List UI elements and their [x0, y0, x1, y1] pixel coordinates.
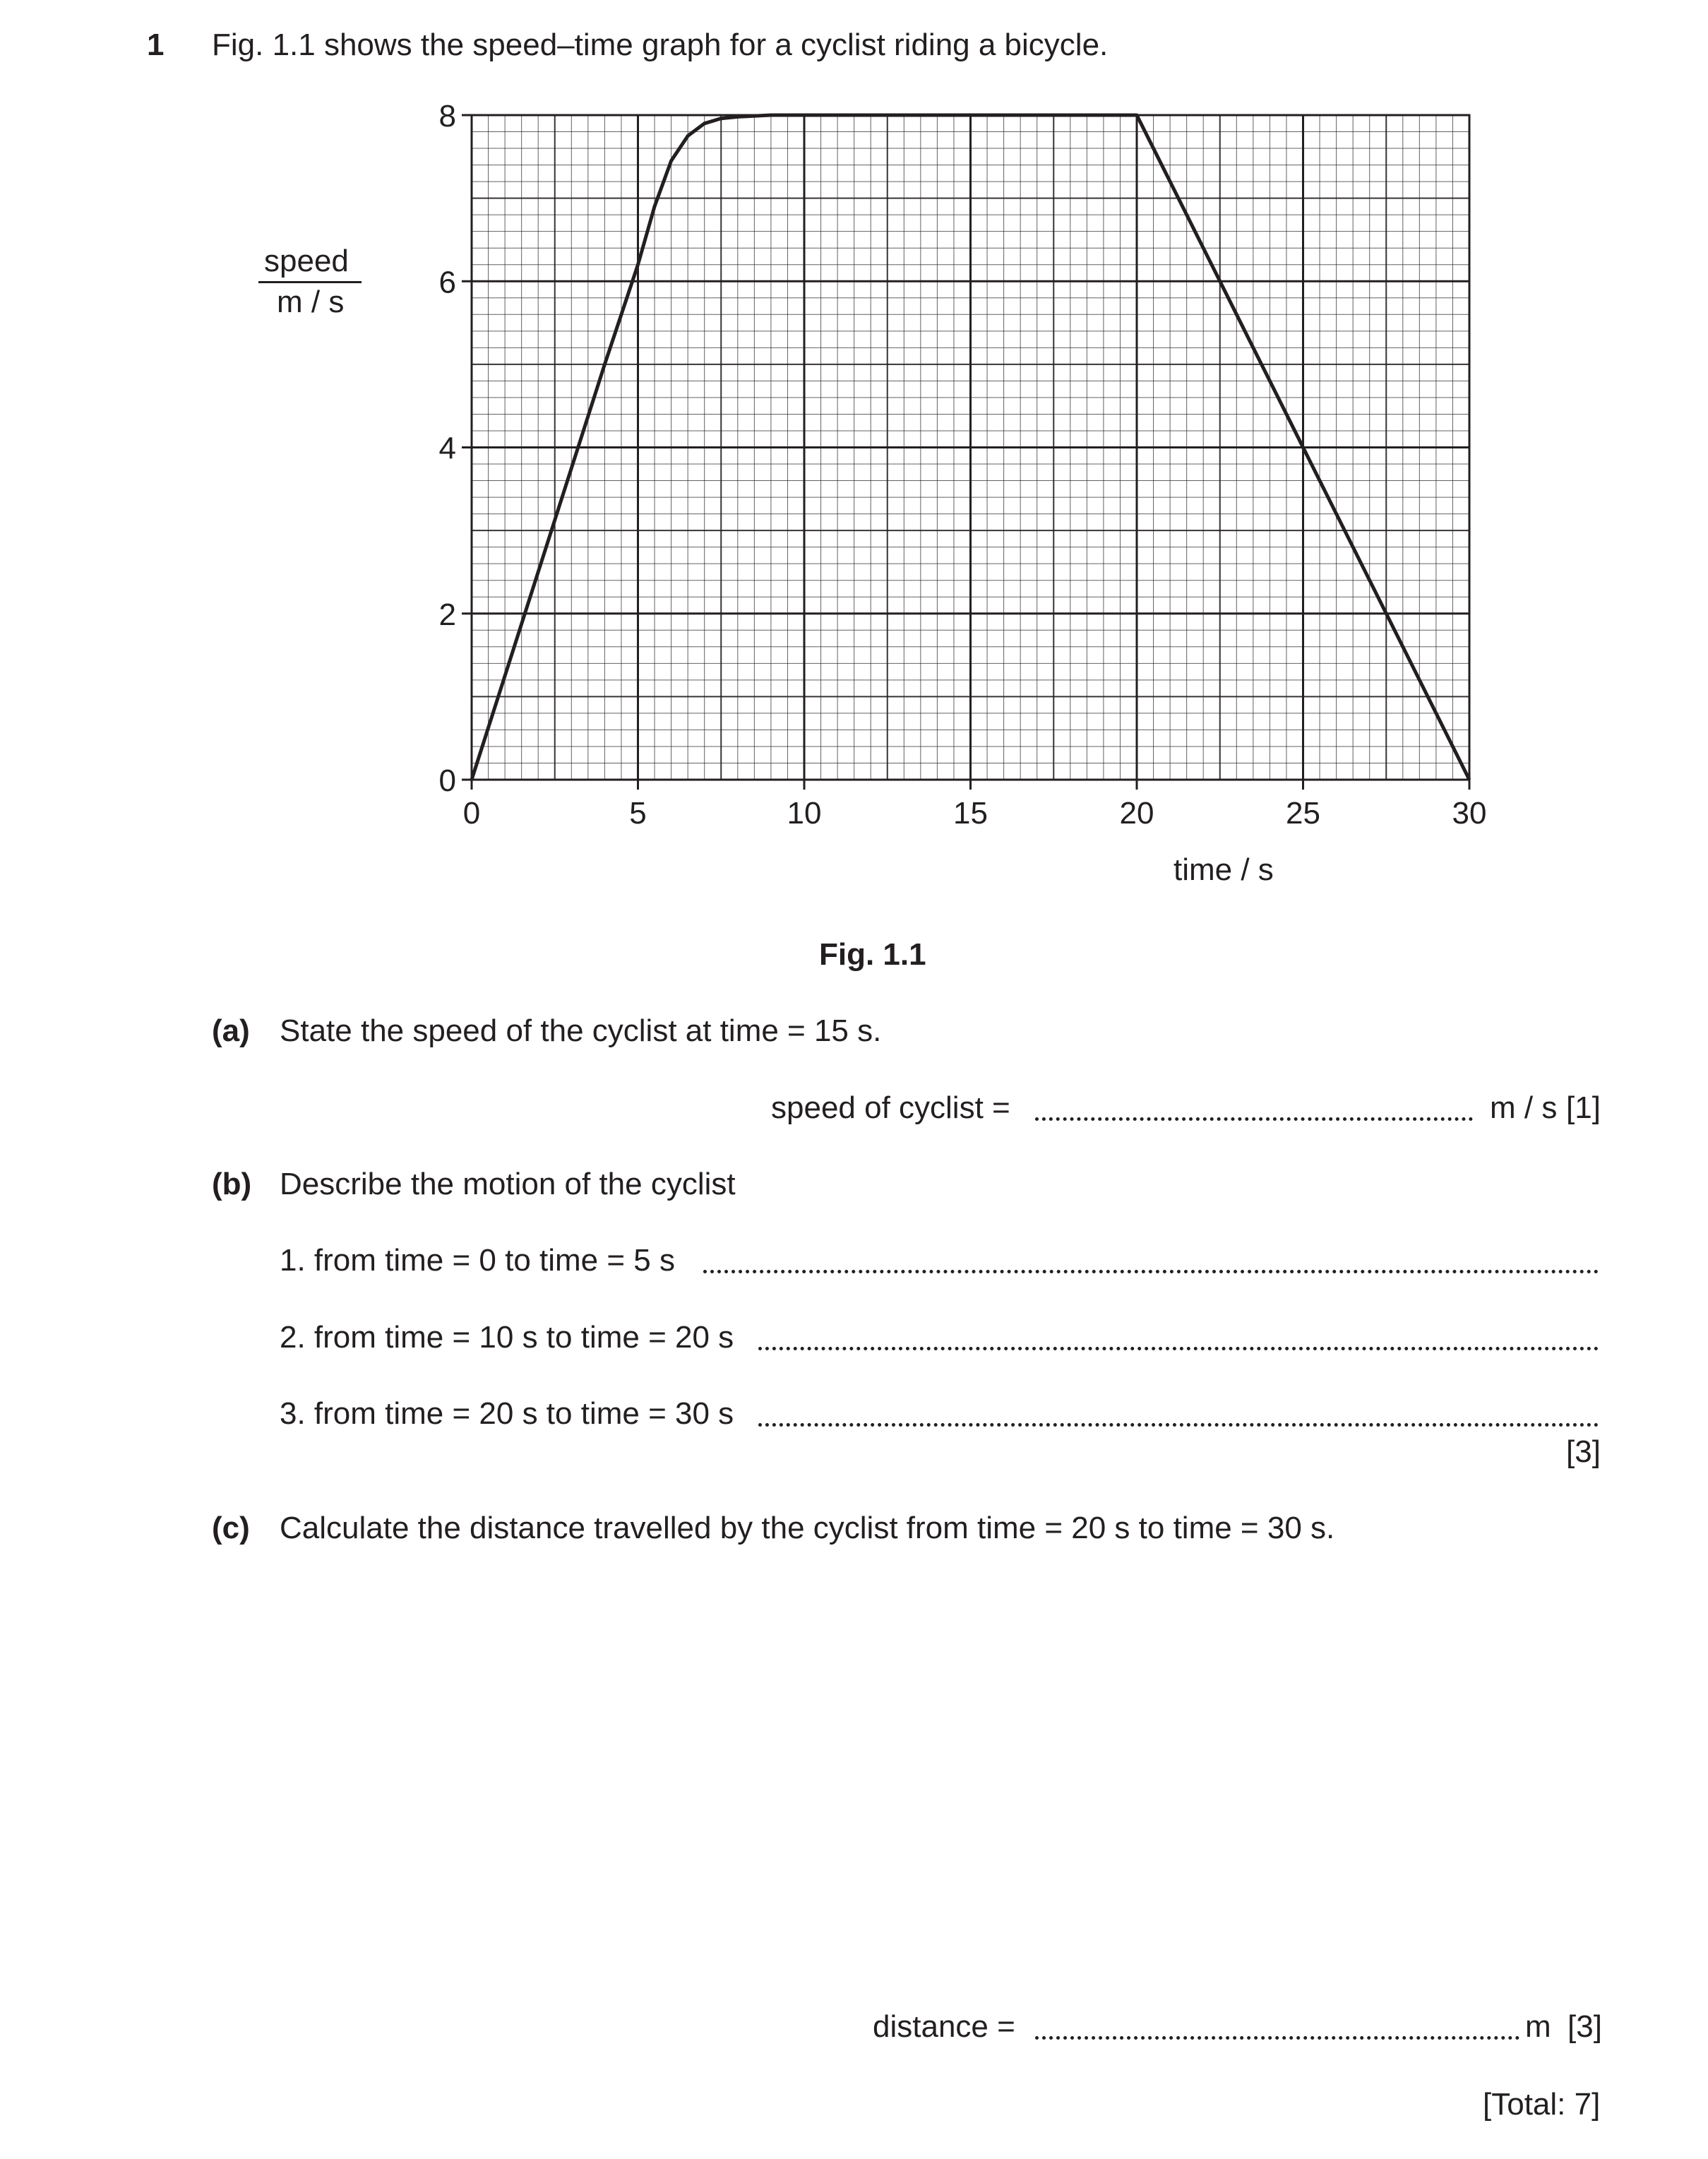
- part-c-answer-prefix: distance =: [873, 2009, 1015, 2044]
- y-tick-label: 0: [438, 763, 456, 798]
- x-tick-label: 5: [629, 796, 647, 831]
- part-a-answer-line[interactable]: [1035, 1117, 1473, 1121]
- part-c-text: Calculate the distance travelled by the cyclist from time = 20 s to time = 30 s.: [280, 1511, 1335, 1545]
- part-c-answer-line[interactable]: [1035, 2036, 1519, 2040]
- figure-caption: Fig. 1.1: [819, 937, 926, 972]
- x-axis-label: time / s: [1173, 852, 1274, 887]
- x-tick-label: 20: [1119, 796, 1154, 831]
- part-a-label: (a): [212, 1013, 250, 1048]
- y-tick-label: 6: [438, 265, 456, 300]
- part-c-marks: [3]: [1567, 2009, 1602, 2044]
- total-marks: [Total: 7]: [1483, 2087, 1601, 2122]
- part-a-answer-prefix: speed of cyclist =: [771, 1090, 1010, 1125]
- part-b-answer-line-2[interactable]: [758, 1347, 1599, 1350]
- part-b-item-2: 2. from time = 10 s to time = 20 s: [280, 1320, 734, 1355]
- part-b-item-3: 3. from time = 20 s to time = 30 s: [280, 1396, 734, 1431]
- part-b-label: (b): [212, 1167, 252, 1201]
- part-c-unit: m: [1525, 2009, 1551, 2044]
- part-a-text: State the speed of the cyclist at time = 15 s.: [280, 1013, 882, 1048]
- part-a-unit: m / s: [1490, 1090, 1558, 1125]
- y-axis-label-unit: m / s: [277, 285, 345, 319]
- part-b-answer-line-3[interactable]: [758, 1423, 1599, 1427]
- x-tick-label: 30: [1452, 796, 1487, 831]
- y-tick-label: 2: [438, 597, 456, 632]
- part-b-answer-line-1[interactable]: [703, 1270, 1599, 1273]
- part-b-marks: [3]: [1566, 1434, 1601, 1469]
- y-tick-label: 4: [438, 431, 456, 466]
- x-tick-label: 10: [787, 796, 822, 831]
- speed-time-graph: [0, 0, 1708, 918]
- question-intro: Fig. 1.1 shows the speed–time graph for a cyclist riding a bicycle.: [212, 28, 1109, 62]
- part-b-text: Describe the motion of the cyclist: [280, 1167, 736, 1201]
- x-tick-label: 25: [1286, 796, 1320, 831]
- y-tick-label: 8: [438, 99, 456, 133]
- question-number: 1: [147, 28, 165, 62]
- part-b-item-1: 1. from time = 0 to time = 5 s: [280, 1243, 675, 1278]
- x-tick-label: 15: [953, 796, 988, 831]
- part-a-marks: [1]: [1566, 1090, 1601, 1125]
- y-axis-label-quantity: speed: [264, 244, 349, 278]
- x-tick-label: 0: [462, 796, 481, 831]
- part-c-label: (c): [212, 1511, 250, 1545]
